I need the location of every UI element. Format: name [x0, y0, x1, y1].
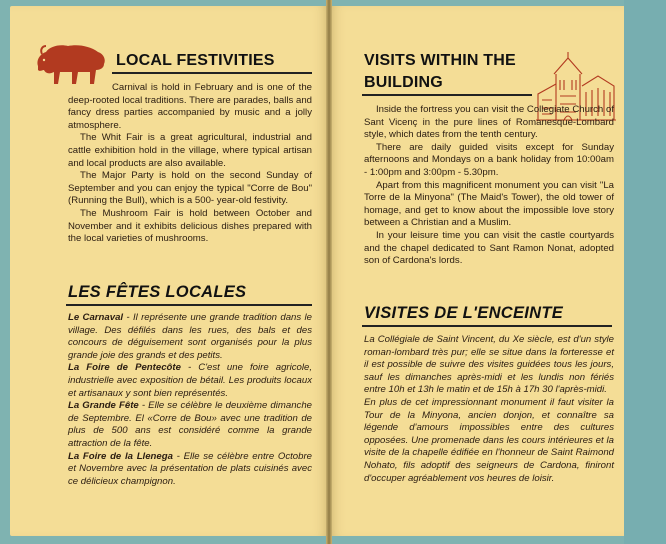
item-text: - C'est une foire agricole, industrielle avec exposition de bétail. Les produits locaux et artisanaux y sont bien représentés.: [68, 362, 313, 399]
item-text: - Il représente une grande tradition dans le village. Des défilés dans les rues, des bals et des concours de déguisement sont organisés pour la plus grande joie des grands et des petits.: [68, 312, 312, 361]
item-title: La Foire de la Llenega: [68, 450, 173, 462]
heading-line: VISITS WITHIN THE: [364, 52, 516, 69]
item-title: La Grande Fête: [68, 400, 139, 412]
item-text: - Elle se célèbre le deuxième dimanche de Septembre. El «Corre de Bou» avec une tradition de plus de 500 ans est considéré comme la grande attraction de la fête.: [68, 400, 312, 449]
heading-line: BUILDING: [364, 74, 443, 91]
paragraph: Inside the fortress you can visit the Collegiate Church of Sant Vicenç in the pure lines of Romanesque-Lombard style, which dates from the tenth century.: [364, 104, 614, 141]
list-item: [68, 400, 312, 450]
list-item: [68, 312, 312, 362]
paragraph: There are daily guided visits except for Sunday afternoons and Mondays on a bank holiday from 10:00am - 1:00pm and 3:00pm - 5.30pm.: [364, 141, 614, 178]
paragraph: The Mushroom Fair is hold between October and November and it exhibits delicious dishes prepared with the local varieties of mushrooms.: [68, 207, 312, 245]
heading-underline: [66, 304, 312, 306]
bison-icon: [34, 40, 108, 88]
paragraph: Carnival is hold in February and is one of the deep-rooted local traditions. There are parades, balls and fancy dress parties accompanied by music and a jolly atmosphere.: [68, 82, 312, 131]
paragraph: The Whit Fair is a great agricultural, industrial and cattle exhibition hold in the village, where typical artisan and local products are also available.: [68, 132, 312, 169]
paragraph: En plus de cet impressionnant monument il faut visiter la Tour de la Minyona, ancien donjon, et connaître sa légende d'amours impossibles entre des cultures opposées. Une promenade dans les cours intérieures et la visite de la chapelle édifiée en l'honneur de Saint Raimond Nohato, fils adoptif des seigneurs de Cardona, finiront d'occuper agréablement vos heures de loisir.: [364, 396, 614, 484]
list-item: [68, 362, 312, 400]
paragraph: La Collégiale de Saint Vincent, du Xe siècle, est d'un style roman-lombard très pur; elle se situe dans la forteresse et il est possible de suivre des visites guidées tous les jours, sauf les dimanches après-midi et les lundis non fériés entre 10h et 13h le matin et de 15h à 17h 30 l'après-midi.: [364, 334, 614, 396]
list-item: [68, 451, 312, 489]
fetes-locales-text: [68, 312, 312, 488]
paragraph: In your leisure time you can visit the castle courtyards and the chapel dedicated to Sant Ramon Nonat, adopted son of Cardona's lords.: [364, 229, 614, 267]
book-spine: [326, 0, 332, 544]
visits-text: [364, 104, 614, 268]
item-text: - Elle se célèbre entre Octobre et Novembre avec la présentation de plats cuisinés avec ce délicieux champignon.: [68, 450, 313, 487]
heading-underline: [362, 94, 532, 96]
cover-edge: [624, 0, 666, 544]
heading-underline: [112, 72, 312, 74]
paragraph: Apart from this magnificent monument you can visit "La Torre de la Minyona" (The Maid's Tower), the old tower of homage, and get to know about the impossible love story between a Christian and a Muslim.: [364, 179, 614, 229]
item-title: La Foire de Pentecôte: [68, 362, 181, 374]
visits-heading: [364, 52, 516, 92]
fetes-locales-heading: LES FÊTES LOCALES: [68, 283, 247, 301]
item-title: Le Carnaval: [68, 312, 124, 323]
local-festivities-text: [68, 82, 312, 246]
visites-enceinte-text: [364, 334, 614, 485]
visites-enceinte-heading: VISITES DE L'ENCEINTE: [364, 304, 564, 322]
heading-underline: [362, 325, 612, 327]
paragraph: The Major Party is hold on the second Sunday of September and you can enjoy the typical "Corre de Bou" (Running the Bull), which is a 500- year-old festivity.: [68, 170, 312, 207]
local-festivities-heading: LOCAL FESTIVITIES: [116, 52, 275, 69]
